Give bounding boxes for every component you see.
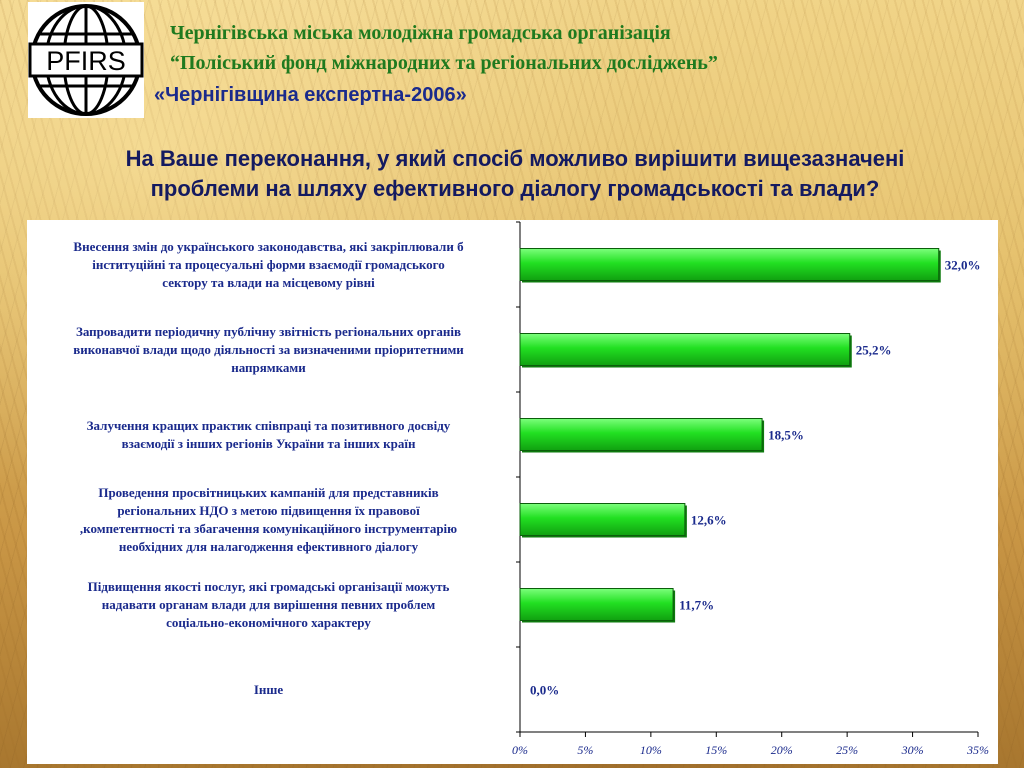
globe-icon — [28, 2, 144, 118]
bar — [520, 419, 762, 451]
project-title: «Чернігівщина експертна-2006» — [154, 84, 467, 106]
category-label-line: Проведення просвітницьких кампаній для представників — [98, 484, 439, 500]
question-line-1: На Ваше переконання, у який спосіб можливо вирішити вищезазначені — [125, 146, 905, 171]
category-label-line: виконавчої влади щодо діяльності за визначеними пріоритетними — [73, 341, 464, 357]
pfirs-logo — [28, 2, 144, 118]
bar-value-label: 0,0% — [530, 682, 560, 698]
x-tick-label: 35% — [967, 743, 989, 757]
category-label-line: сектору та влади на місцевому рівні — [162, 274, 375, 290]
category-label-line: надавати органам влади для вирішення певних проблем — [101, 596, 436, 612]
bar — [520, 249, 939, 281]
question-line-2: проблеми на шляху ефективного діалогу громадськості та влади? — [150, 176, 880, 201]
chart-panel — [27, 220, 998, 764]
bar-value-label: 12,6% — [690, 512, 727, 528]
bar — [520, 504, 685, 536]
x-tick-label: 15% — [705, 743, 728, 757]
category-label-line: соціально-економічного характеру — [166, 614, 371, 630]
category-label-line: інституційні та процесуальні форми взаємодії громадського — [92, 256, 445, 272]
bar — [520, 589, 673, 621]
category-label-line: Інше — [253, 681, 284, 697]
x-tick-label: 0% — [512, 743, 528, 757]
foundation-name: “Поліський фонд міжнародних та регіональних досліджень” — [170, 52, 718, 74]
x-tick-label: 10% — [639, 743, 662, 757]
bar-value-label: 25,2% — [855, 342, 892, 358]
x-tick-label: 30% — [901, 743, 924, 757]
bar-value-label: 18,5% — [768, 427, 804, 443]
category-label-line: Запровадити періодичну публічну звітність регіональних органів — [75, 323, 462, 339]
x-tick-label: 20% — [770, 743, 793, 757]
category-label-line: напрямками — [231, 359, 306, 375]
x-tick-label: 25% — [836, 743, 859, 757]
bar-value-label: 32,0% — [944, 257, 981, 273]
category-label-line: Залучення кращих практик співпраці та позитивного досвіду — [86, 417, 451, 433]
logo-text: PFIRS — [46, 46, 126, 76]
bar-chart — [27, 220, 998, 764]
category-label-line: Підвищення якості послуг, які громадські організації можуть — [87, 578, 450, 594]
organization-name: Чернігівська міська молодіжна громадська організація — [170, 22, 671, 44]
category-label-line: ,компетентності та збагачення комунікаційного інструментарію — [79, 520, 458, 536]
category-label-line: регіональних НДО з метою підвищення їх правової — [117, 502, 420, 518]
survey-question — [40, 144, 990, 204]
category-label-line: Внесення змін до українського законодавства, які закріплювали б — [73, 238, 464, 254]
category-label-line: необхідних для налагодження ефективного діалогу — [118, 538, 419, 554]
bar-value-label: 11,7% — [679, 597, 715, 613]
bar — [520, 334, 850, 366]
x-tick-label: 5% — [577, 743, 594, 757]
category-label-line: взаємодії з інших регіонів України та інших країн — [121, 435, 416, 451]
